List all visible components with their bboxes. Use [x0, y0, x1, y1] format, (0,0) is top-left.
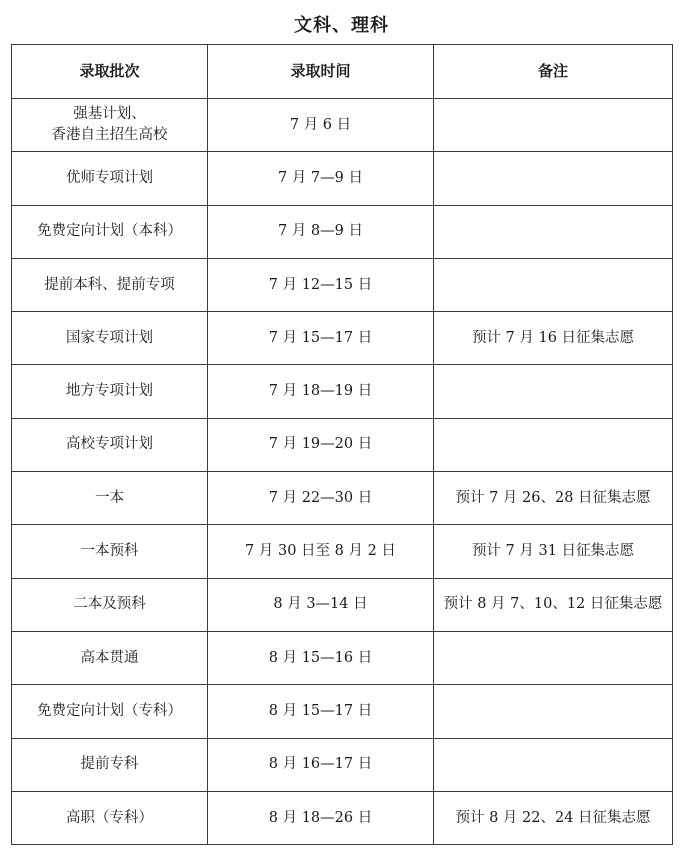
batch-cell — [12, 578, 208, 631]
table-row — [12, 99, 673, 152]
table-row — [12, 258, 673, 311]
note-cell — [434, 258, 673, 311]
time-cell-text: 8 月 18—26 日 — [268, 809, 373, 826]
time-cell — [208, 685, 434, 738]
table-header-row — [12, 45, 673, 99]
time-cell-text: 7 月 15—17 日 — [268, 329, 373, 346]
batch-cell — [12, 365, 208, 418]
note-cell — [434, 205, 673, 258]
time-cell — [208, 578, 434, 631]
note-cell — [434, 365, 673, 418]
note-cell — [434, 578, 673, 631]
table-row — [12, 312, 673, 365]
note-cell — [434, 791, 673, 844]
batch-cell-text: 一本 — [95, 489, 124, 506]
note-cell — [434, 312, 673, 365]
batch-cell-text: 免费定向计划（本科） — [37, 223, 182, 240]
time-cell-text: 7 月 18—19 日 — [268, 383, 373, 400]
batch-cell-text: 地方专项计划 — [66, 383, 153, 400]
note-cell-text: 预计 8 月 22、24 日征集志愿 — [455, 809, 651, 826]
time-cell — [208, 205, 434, 258]
table-row — [12, 205, 673, 258]
note-cell — [434, 525, 673, 578]
note-cell — [434, 418, 673, 471]
note-cell-text: 预计 8 月 7、10、12 日征集志愿 — [443, 596, 663, 613]
time-cell — [208, 418, 434, 471]
time-cell-text: 8 月 15—17 日 — [268, 702, 373, 719]
batch-cell-text: 高本贯通 — [80, 649, 139, 666]
time-cell-text: 7 月 6 日 — [289, 116, 352, 133]
time-cell-text: 8 月 3—14 日 — [273, 596, 368, 613]
time-cell — [208, 525, 434, 578]
batch-cell-text: 高职（专科） — [66, 809, 153, 826]
batch-cell — [12, 685, 208, 738]
batch-cell-text: 一本预科 — [80, 543, 139, 560]
batch-cell-text: 高校专项计划 — [66, 436, 153, 453]
table-row — [12, 738, 673, 791]
batch-cell — [12, 205, 208, 258]
column-header-time: 录取时间 — [208, 45, 434, 99]
time-cell — [208, 99, 434, 152]
table-row — [12, 631, 673, 684]
time-cell — [208, 472, 434, 525]
table-row — [12, 152, 673, 205]
admission-schedule-table — [11, 44, 673, 845]
batch-cell — [12, 631, 208, 684]
batch-cell — [12, 258, 208, 311]
batch-cell-text: 提前专科 — [80, 756, 139, 773]
note-cell-text: 预计 7 月 31 日征集志愿 — [471, 543, 635, 560]
note-cell — [434, 99, 673, 152]
time-cell — [208, 631, 434, 684]
table-row — [12, 365, 673, 418]
table-row — [12, 578, 673, 631]
time-cell-text: 8 月 16—17 日 — [268, 756, 373, 773]
batch-cell — [12, 472, 208, 525]
note-cell-text: 预计 7 月 26、28 日征集志愿 — [455, 489, 651, 506]
table-body — [12, 99, 673, 845]
note-cell — [434, 685, 673, 738]
time-cell-text: 7 月 22—30 日 — [268, 489, 373, 506]
batch-cell — [12, 525, 208, 578]
batch-cell-text: 国家专项计划 — [66, 329, 153, 346]
time-cell-text: 8 月 15—16 日 — [268, 649, 373, 666]
table-row — [12, 418, 673, 471]
time-cell-text: 7 月 19—20 日 — [268, 436, 373, 453]
note-cell — [434, 472, 673, 525]
batch-cell — [12, 418, 208, 471]
time-cell — [208, 365, 434, 418]
batch-cell — [12, 791, 208, 844]
table-row — [12, 525, 673, 578]
column-header-note: 备注 — [434, 45, 673, 99]
batch-cell — [12, 312, 208, 365]
batch-cell-text: 提前本科、提前专项 — [44, 276, 175, 293]
time-cell — [208, 312, 434, 365]
time-cell-text: 7 月 8—9 日 — [277, 223, 363, 240]
note-cell — [434, 152, 673, 205]
batch-cell-text: 二本及预科 — [73, 596, 146, 613]
time-cell-text: 7 月 30 日至 8 月 2 日 — [245, 543, 396, 560]
note-cell — [434, 738, 673, 791]
time-cell — [208, 791, 434, 844]
batch-cell-text: 强基计划、 香港自主招生高校 — [51, 106, 168, 144]
batch-cell — [12, 738, 208, 791]
batch-cell — [12, 99, 208, 152]
time-cell-text: 7 月 7—9 日 — [277, 169, 363, 186]
batch-cell — [12, 152, 208, 205]
batch-cell-text: 免费定向计划（专科） — [37, 702, 182, 719]
time-cell-text: 7 月 12—15 日 — [268, 276, 373, 293]
time-cell — [208, 258, 434, 311]
column-header-batch: 录取批次 — [12, 45, 208, 99]
page-title: 文科、理科 — [294, 15, 389, 36]
time-cell — [208, 738, 434, 791]
batch-cell-text: 优师专项计划 — [66, 169, 153, 186]
note-cell-text: 预计 7 月 16 日征集志愿 — [471, 329, 635, 346]
note-cell — [434, 631, 673, 684]
table-row — [12, 791, 673, 844]
table-row — [12, 685, 673, 738]
table-row — [12, 472, 673, 525]
time-cell — [208, 152, 434, 205]
